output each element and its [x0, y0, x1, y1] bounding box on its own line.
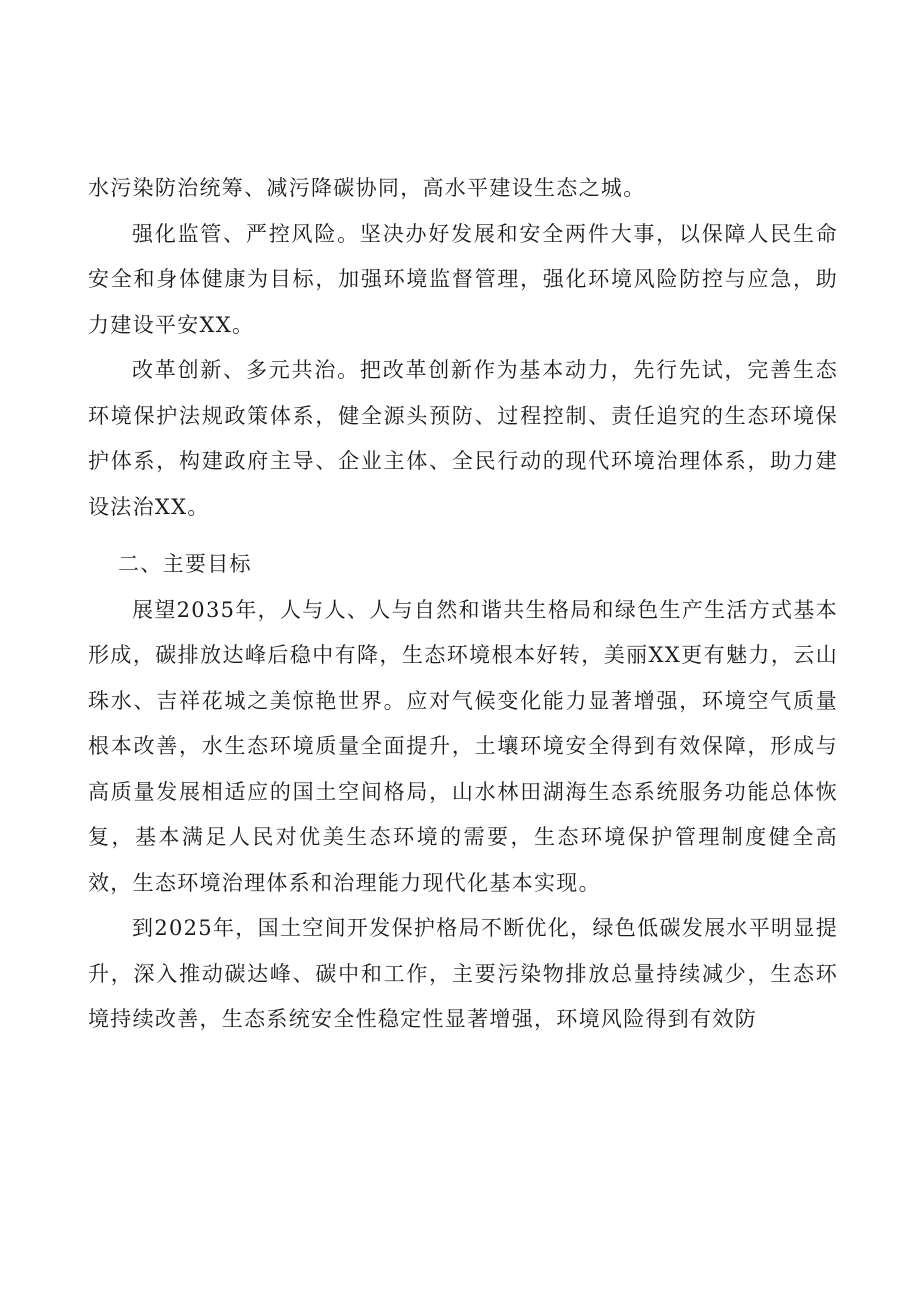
paragraph-continuation: 水污染防治统筹、减污降碳协同，高水平建设生态之城。: [88, 176, 646, 200]
document-page: [88, 166, 838, 1043]
paragraph-2025-targets: 到2025年，国土空间开发保护格局不断优化，绿色低碳发展水平明显提升，深入推动碳达峰、碳中和工作，主要污染物排放总量持续减少，生态环境持续改善，生态系统安全性稳定性显著增强，环境风险得到有效防: [88, 916, 838, 1031]
section-heading-main-goals: 二、主要目标: [118, 552, 252, 576]
paragraph-supervision-risk: 强化监管、严控风险。坚决办好发展和安全两件大事，以保障人民生命安全和身体健康为目标，加强环境监督管理，强化环境风险防控与应急，助力建设平安XX。: [88, 221, 838, 337]
paragraph-2035-vision: 展望2035年，人与人、人与自然和谐共生格局和绿色生产生活方式基本形成，碳排放达峰后稳中有降，生态环境根本好转，美丽XX更有魅力，云山珠水、吉祥花城之美惊艳世界。应对气候变化能力显著增强，环境空气质量根本改善，水生态环境质量全面提升，土壤环境安全得到有效保障，形成与高质量发展相适应的国土空间格局，山水林田湖海生态系统服务功能总体恢复，基本满足人民对优美生态环境的需要，生态环境保护管理制度健全高效，生态环境治理体系和治理能力现代化基本实现。: [88, 597, 838, 895]
paragraph-reform-innovation: 改革创新、多元共治。把改革创新作为基本动力，先行先试，完善生态环境保护法规政策体系，健全源头预防、过程控制、责任追究的生态环境保护体系，构建政府主导、企业主体、全民行动的现代环境治理体系，助力建设法治XX。: [88, 358, 838, 519]
